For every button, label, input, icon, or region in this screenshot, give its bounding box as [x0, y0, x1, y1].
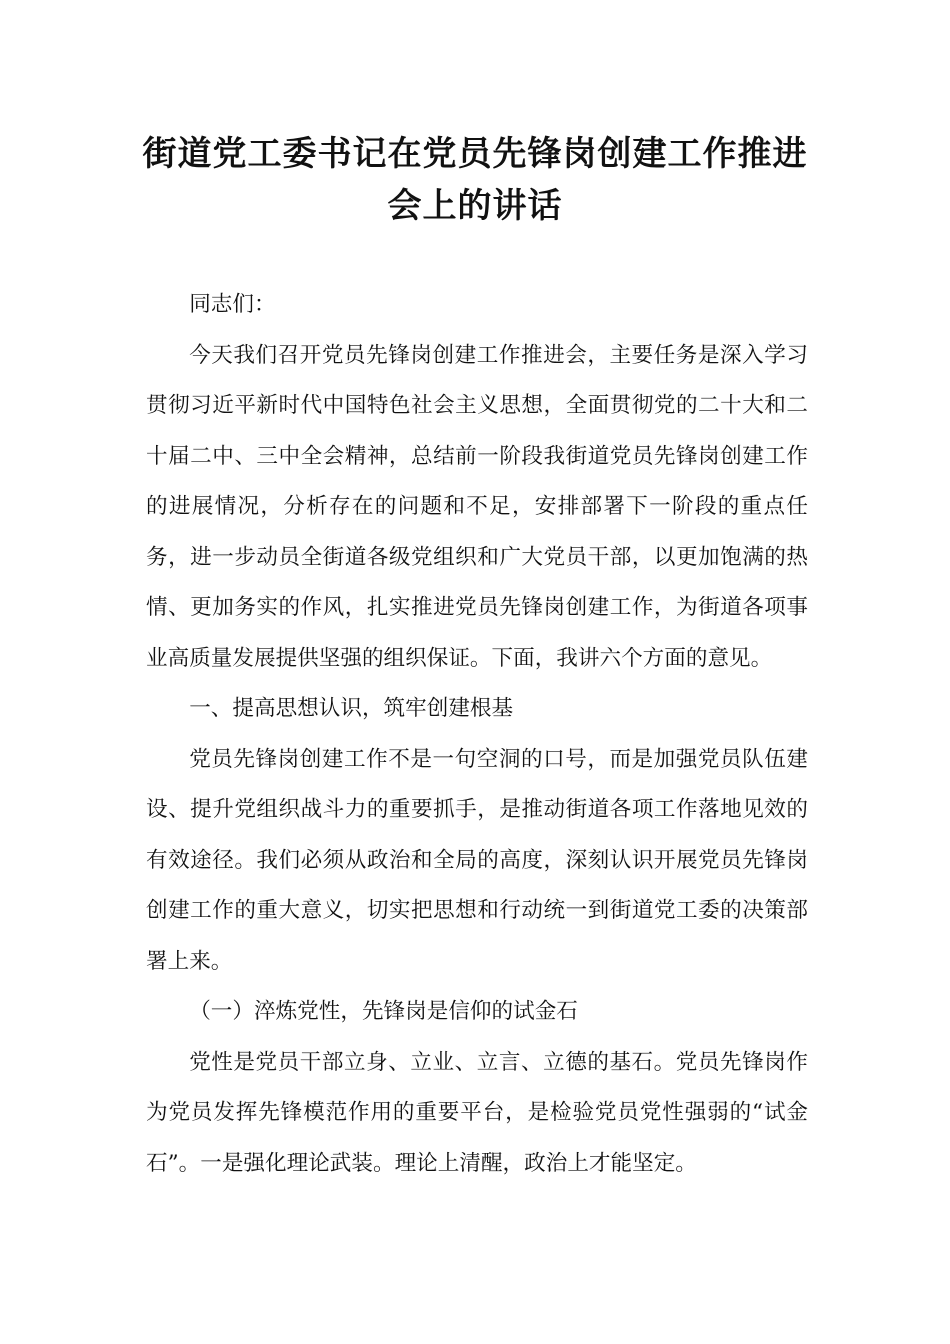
subsection-heading-1: （一）淬炼党性，先锋岗是信仰的试金石 — [189, 999, 578, 1024]
document-body — [146, 280, 808, 1189]
paragraph-intro: 今天我们召开党员先锋岗创建工作推进会，主要任务是深入学习贯彻习近平新时代中国特色社会主义思想，全面贯彻党的二十大和二十届二中、三中全会精神，总结前一阶段我街道党员先锋岗创建工作的进展情况，分析存在的问题和不足，安排部署下一阶段的重点任务，进一步动员全街道各级党组织和广大党员干部，以更加饱满的热情、更加务实的作风，扎实推进党员先锋岗创建工作，为街道各项事业高质量发展提供坚强的组织保证。下面，我讲六个方面的意见。 — [146, 342, 808, 671]
document-title: 街道党工委书记在党员先锋岗创建工作推进会上的讲话 — [142, 134, 808, 226]
paragraph-section-1: 党员先锋岗创建工作不是一句空洞的口号，而是加强党员队伍建设、提升党组织战斗力的重要抓手，是推动街道各项工作落地见效的有效途径。我们必须从政治和全局的高度，深刻认识开展党员先锋岗创建工作的重大意义，切实把思想和行动统一到街道党工委的决策部署上来。 — [146, 746, 808, 974]
greeting: 同志们： — [189, 292, 276, 317]
paragraph-subsection-1: 党性是党员干部立身、立业、立言、立德的基石。党员先锋岗作为党员发挥先锋模范作用的重要平台，是检验党员党性强弱的“试金石”。一是强化理论武装。理论上清醒，政治上才能坚定。 — [146, 1049, 808, 1176]
section-heading-1: 一、提高思想认识，筑牢创建根基 — [189, 696, 514, 721]
